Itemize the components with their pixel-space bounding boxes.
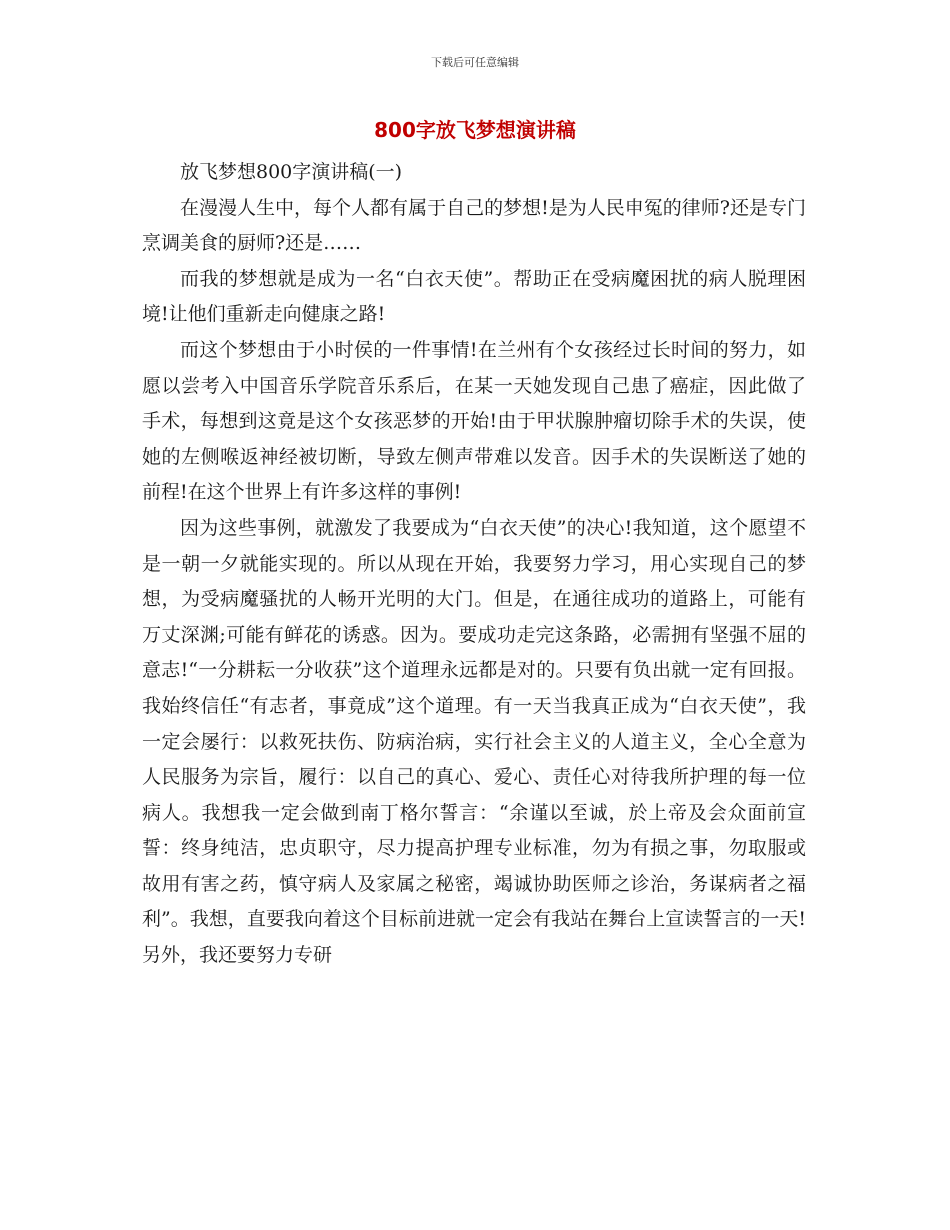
paragraph-1: 在漫漫人生中，每个人都有属于自己的梦想!是为人民申冤的律师?还是专门烹调美食的厨师?还是…… xyxy=(142,196,806,255)
header-note: 下载后可任意编辑 xyxy=(431,56,519,69)
document-body xyxy=(142,155,806,974)
paragraph-3: 而这个梦想由于小时侯的一件事情!在兰州有个女孩经过长时间的努力，如愿以尝考入中国音乐学院音乐系后，在某一天她发现自己患了癌症，因此做了手术，每想到这竟是这个女孩恶梦的开始!由于甲状腺肿瘤切除手术的失误，使她的左侧喉返神经被切断，导致左侧声带难以发音。因手术的失误断送了她的前程!在这个世界上有许多这样的事例! xyxy=(142,338,806,504)
document-title: 800字放飞梦想演讲稿 xyxy=(374,118,576,142)
document-subtitle: 放飞梦想800字演讲稿(一) xyxy=(180,161,403,183)
paragraph-2: 而我的梦想就是成为一名“白衣天使”。帮助正在受病魔困扰的病人脱理困境!让他们重新走向健康之路! xyxy=(142,267,806,326)
paragraph-4: 因为这些事例，就激发了我要成为“白衣天使”的决心!我知道，这个愿望不是一朝一夕就能实现的。所以从现在开始，我要努力学习，用心实现自己的梦想，为受病魔骚扰的人畅开光明的大门。但是，在通往成功的道路上，可能有万丈深渊;可能有鲜花的诱惑。因为。要成功走完这条路，必需拥有坚强不屈的意志!“一分耕耘一分收获”这个道理永远都是对的。只要有负出就一定有回报。我始终信任“有志者，事竟成”这个道理。有一天当我真正成为“白衣天使”，我一定会屡行：以救死扶伤、防病治病，实行社会主义的人道主义，全心全意为人民服务为宗旨，履行：以自己的真心、爱心、责任心对待我所护理的每一位病人。我想我一定会做到南丁格尔誓言：“余谨以至诚，於上帝及会众面前宣誓：终身纯洁，忠贞职守，尽力提高护理专业标准，勿为有损之事，勿取服或故用有害之药，慎守病人及家属之秘密，竭诚协助医师之诊治，务谋病者之福利”。我想，直要我向着这个目标前进就一定会有我站在舞台上宣读誓言的一天!另外，我还要努力专研 xyxy=(142,516,806,967)
